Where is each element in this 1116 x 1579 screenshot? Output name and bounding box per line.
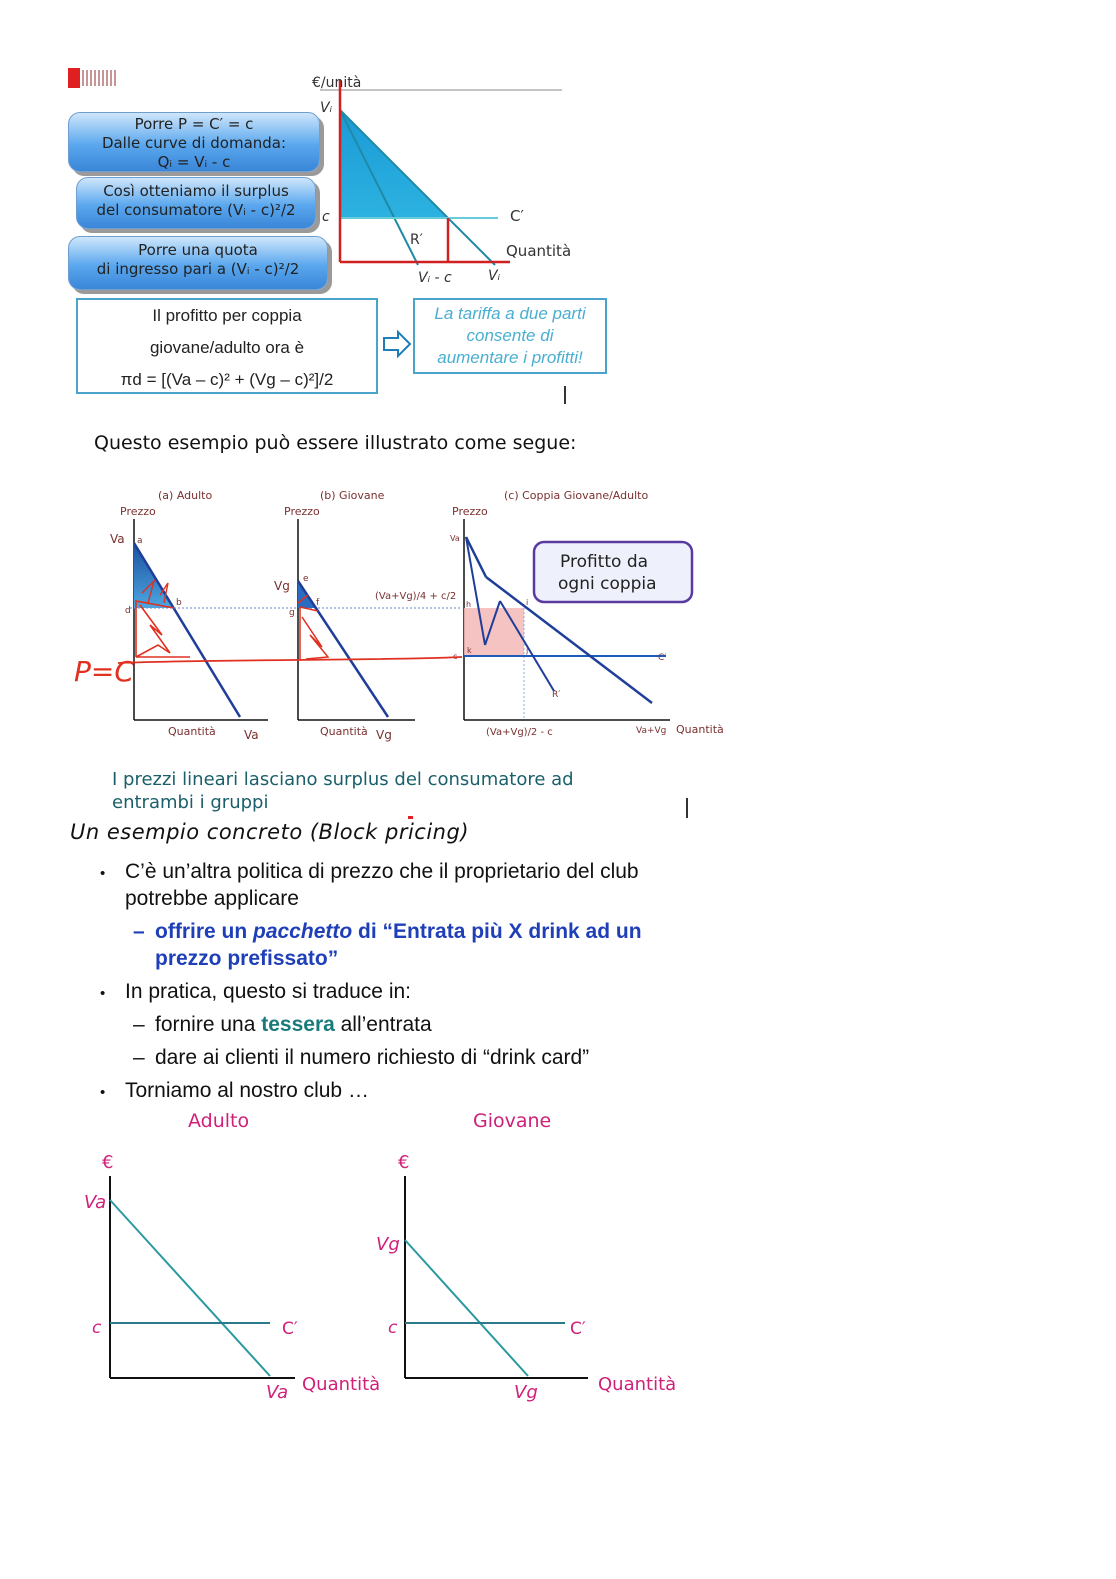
panel-a-price-label: Prezzo bbox=[120, 505, 156, 518]
bullet-1-line2: potrebbe applicare bbox=[125, 887, 299, 910]
panel-a-va-x: Va bbox=[244, 728, 259, 742]
profit-line2: giovane/adulto ora è bbox=[149, 338, 305, 357]
step-box-3-line2: di ingresso pari a (Vᵢ - c)²/2 bbox=[96, 260, 300, 278]
sub-2-post: all’entrata bbox=[334, 1013, 432, 1036]
section-title: Un esempio concreto (Block pricing) bbox=[70, 820, 470, 844]
panel-c-r-prime: R′ bbox=[552, 690, 561, 700]
vi-minus-c-label: Vᵢ - c bbox=[418, 270, 452, 286]
panel-b-price-label: Prezzo bbox=[284, 505, 320, 518]
panel-b-title: (b) Giovane bbox=[320, 489, 385, 502]
slide2-footer-line1: I prezzi lineari lasciano surplus del consumatore ad bbox=[112, 769, 574, 790]
vi-x-label: Vᵢ bbox=[488, 268, 501, 284]
bullet-1-dot: • bbox=[100, 865, 106, 882]
intro-caption: Questo esempio può essere illustrato come segue: bbox=[94, 432, 577, 454]
sub-2-dash: – bbox=[133, 1013, 145, 1036]
point-c: c bbox=[453, 652, 458, 661]
panel-c-va-top: Va bbox=[450, 534, 460, 543]
adult-quantity: Quantità bbox=[302, 1374, 381, 1395]
point-f: f bbox=[316, 598, 320, 608]
conclusion-box bbox=[413, 298, 607, 374]
step-box-3-line1: Porre una quota bbox=[138, 241, 258, 259]
sub-2-line bbox=[155, 1011, 432, 1038]
adult-euro: € bbox=[102, 1152, 114, 1173]
sub-2-pre: fornire una bbox=[155, 1013, 262, 1036]
slide2-footer bbox=[112, 768, 574, 814]
young-euro: € bbox=[398, 1152, 410, 1173]
bullet-2-text: In pratica, questo si traduce in: bbox=[125, 980, 411, 1003]
bullet-3-dot: • bbox=[100, 1084, 106, 1101]
panel-b-quantity: Quantità bbox=[320, 725, 368, 738]
sub-1-italic: pacchetto bbox=[253, 920, 353, 943]
panel-c-x-mid: (Va+Vg)/2 - c bbox=[486, 727, 553, 738]
point-h: h bbox=[466, 600, 472, 609]
point-d: d bbox=[125, 606, 131, 616]
arrow-right-icon bbox=[382, 330, 412, 358]
panel-b-vg: Vg bbox=[274, 579, 290, 593]
sub-1-line2: prezzo prefissato” bbox=[155, 947, 339, 970]
panel-c-c-prime: C′ bbox=[658, 653, 667, 663]
slide3-graphs bbox=[80, 1148, 690, 1418]
bullet-1-line1: C’è un’altra politica di prezzo che il proprietario del club bbox=[125, 860, 639, 883]
point-i: i bbox=[526, 598, 529, 607]
young-vg-x: Vg bbox=[514, 1382, 538, 1403]
slide1-end-marker bbox=[564, 386, 566, 404]
panel-a-quantity: Quantità bbox=[168, 725, 216, 738]
adult-va: Va bbox=[84, 1192, 107, 1213]
handwriting-p-equals-c: P=C bbox=[74, 655, 134, 688]
vi-label: Vᵢ bbox=[320, 100, 333, 116]
slide1-graph bbox=[300, 70, 600, 290]
adult-va-x: Va bbox=[266, 1382, 289, 1403]
slide2-graphs bbox=[70, 485, 740, 815]
mid-price-label: (Va+Vg)/4 + c/2 bbox=[375, 591, 457, 602]
callout-line2: ogni coppia bbox=[558, 574, 657, 594]
c-label: c bbox=[322, 209, 330, 225]
sub-1-pre: offrire un bbox=[155, 920, 253, 943]
sub-1-post: di “Entrata più X drink ad un bbox=[352, 920, 642, 943]
profit-box bbox=[76, 298, 378, 394]
step-box-2 bbox=[76, 177, 316, 229]
panel-b-vg-x: Vg bbox=[376, 728, 392, 742]
sub-2-bold: tessera bbox=[261, 1013, 335, 1036]
adult-c-prime: C′ bbox=[282, 1319, 298, 1339]
profit-formula: πd = [(Va – c)² + (Vg – c)²]/2 bbox=[120, 370, 334, 389]
panel-c-x-end: Va+Vg bbox=[636, 726, 667, 736]
conclusion-line2: consente di bbox=[466, 326, 554, 345]
bullet-3-text: Torniamo al nostro club … bbox=[125, 1079, 369, 1102]
point-a: a bbox=[137, 536, 143, 546]
step-box-1-line2: Dalle curve di domanda: bbox=[101, 134, 287, 152]
panel-c-price-label: Prezzo bbox=[452, 505, 488, 518]
step-box-1-line3: Qᵢ = Vᵢ - c bbox=[157, 153, 231, 171]
step-box-2-line2: del consumatore (Vᵢ - c)²/2 bbox=[96, 201, 296, 219]
panel-a-va: Va bbox=[110, 532, 125, 546]
adult-c: c bbox=[92, 1318, 102, 1338]
slide2-footer-line2: entrambi i gruppi bbox=[112, 792, 269, 813]
step-box-3 bbox=[68, 236, 328, 290]
young-c-prime: C′ bbox=[570, 1319, 586, 1339]
young-vg: Vg bbox=[376, 1234, 400, 1255]
point-g: g bbox=[289, 608, 295, 618]
slide-logo bbox=[68, 68, 120, 88]
young-c: c bbox=[388, 1318, 398, 1338]
young-quantity: Quantità bbox=[598, 1374, 677, 1395]
conclusion-line3: aumentare i profitti! bbox=[437, 348, 583, 367]
point-k: k bbox=[467, 646, 472, 655]
sub-3-line: dare ai clienti il numero richiesto di “drink card” bbox=[155, 1046, 590, 1069]
adult-title: Adulto bbox=[188, 1110, 250, 1132]
conclusion-line1: La tariffa a due parti bbox=[434, 304, 586, 323]
slide2-red-dot bbox=[408, 816, 413, 819]
young-title: Giovane bbox=[473, 1110, 552, 1132]
bullet-2-dot: • bbox=[100, 985, 106, 1002]
profit-line1: Il profitto per coppia bbox=[152, 306, 302, 325]
slide2-end-marker bbox=[686, 798, 688, 818]
point-b: b bbox=[176, 598, 182, 608]
panel-c-title: (c) Coppia Giovane/Adulto bbox=[504, 489, 649, 502]
point-e: e bbox=[303, 574, 309, 584]
sub-1-dash: – bbox=[133, 920, 145, 943]
step-box-1-line1: Porre P = C′ = c bbox=[134, 115, 254, 133]
callout-line1: Profitto da bbox=[560, 552, 649, 572]
panel-c-quantity: Quantità bbox=[676, 723, 724, 736]
panel-a-title: (a) Adulto bbox=[158, 489, 213, 502]
sub-1-line1 bbox=[155, 918, 642, 945]
c-prime-label: C′ bbox=[510, 207, 524, 225]
quantity-label: Quantità bbox=[506, 242, 572, 260]
sub-3-dash: – bbox=[133, 1046, 145, 1069]
step-box-1 bbox=[68, 112, 320, 172]
r-prime-label: R′ bbox=[410, 232, 423, 248]
step-box-2-line1: Così otteniamo il surplus bbox=[103, 182, 289, 200]
point-j: j bbox=[526, 646, 529, 655]
axis-y-label: €/unità bbox=[312, 75, 362, 91]
